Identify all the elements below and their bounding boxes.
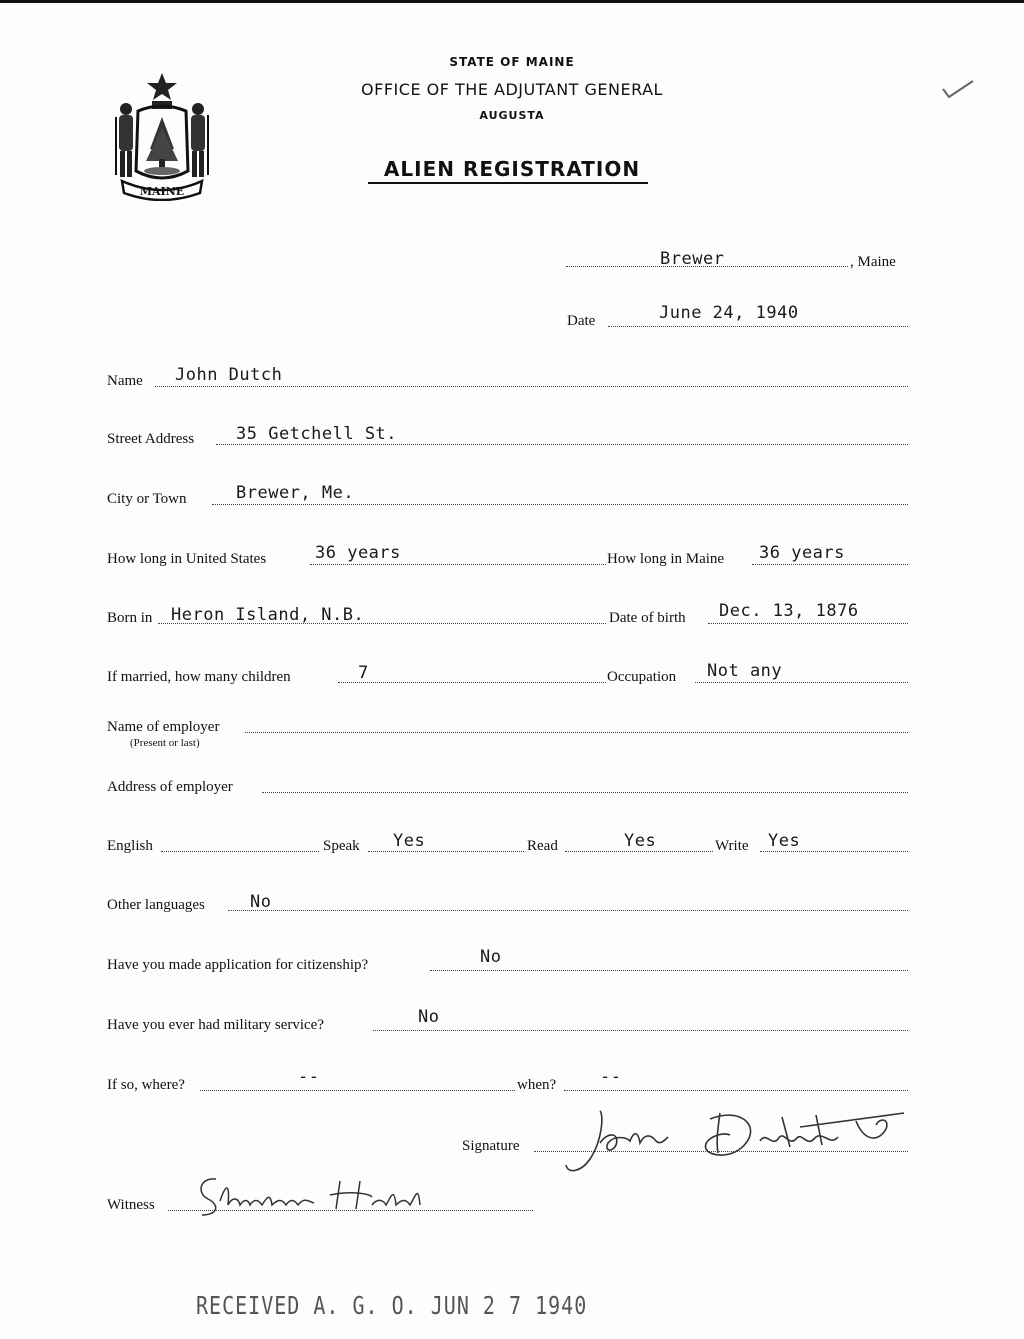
street-line <box>216 444 908 445</box>
born-in-value: Heron Island, N.B. <box>171 605 365 625</box>
where-label: If so, where? <box>107 1077 185 1093</box>
received-stamp: RECEIVED A. G. O. JUN 2 7 1940 <box>196 1290 588 1320</box>
dob-label: Date of birth <box>609 610 686 626</box>
write-value: Yes <box>768 831 801 851</box>
street-value: 35 Getchell St. <box>236 424 398 444</box>
english-label: English <box>107 838 153 854</box>
employer-label: Name of employer <box>107 719 220 735</box>
military-value: No <box>418 1007 440 1027</box>
other-languages-label: Other languages <box>107 897 205 913</box>
speak-line <box>368 851 524 852</box>
military-line <box>373 1030 908 1031</box>
dob-line <box>708 623 908 624</box>
when-value: -- <box>600 1067 622 1087</box>
when-line <box>564 1090 908 1091</box>
children-line <box>338 682 606 683</box>
citizenship-label: Have you made application for citizenship? <box>107 957 369 973</box>
occupation-label: Occupation <box>607 669 677 685</box>
name-label: Name <box>107 373 143 389</box>
date-label: Date <box>567 313 596 329</box>
read-value: Yes <box>624 831 657 851</box>
signature-label: Signature <box>462 1138 520 1154</box>
employer-sublabel: (Present or last) <box>130 737 200 749</box>
signature-handwriting <box>560 1101 910 1181</box>
name-line <box>155 386 908 387</box>
where-value: -- <box>298 1067 320 1087</box>
maine-duration-value: 36 years <box>759 543 845 563</box>
maine-duration-line <box>752 564 908 565</box>
where-line <box>200 1090 515 1091</box>
read-label: Read <box>527 838 558 854</box>
write-line <box>760 851 908 852</box>
town-value: Brewer <box>660 249 725 269</box>
title-underline <box>368 182 648 184</box>
svg-text:MAINE: MAINE <box>139 185 185 198</box>
read-line <box>565 851 713 852</box>
state-heading: STATE OF MAINE <box>449 55 575 69</box>
employer-line <box>245 732 908 733</box>
other-languages-value: No <box>250 892 272 912</box>
write-label: Write <box>715 838 749 854</box>
us-duration-value: 36 years <box>315 543 401 563</box>
name-value: John Dutch <box>175 365 283 385</box>
occupation-value: Not any <box>707 661 783 681</box>
english-line <box>161 851 319 852</box>
maine-duration-label: How long in Maine <box>607 551 725 567</box>
other-languages-line <box>228 910 908 911</box>
office-heading: OFFICE OF THE ADJUTANT GENERAL <box>361 80 663 99</box>
when-label: when? <box>517 1077 557 1093</box>
city-label: City or Town <box>107 491 187 507</box>
us-duration-label: How long in United States <box>107 551 267 567</box>
form-title: ALIEN REGISTRATION <box>383 157 641 181</box>
employer-address-label: Address of employer <box>107 779 233 795</box>
street-label: Street Address <box>107 431 195 447</box>
witness-label: Witness <box>107 1197 155 1213</box>
occupation-line <box>695 682 908 683</box>
dob-value: Dec. 13, 1876 <box>719 601 859 621</box>
children-value: 7 <box>358 663 369 683</box>
speak-value: Yes <box>393 831 426 851</box>
witness-handwriting <box>190 1171 430 1219</box>
speak-label: Speak <box>323 838 360 854</box>
date-value: June 24, 1940 <box>659 303 799 323</box>
military-label: Have you ever had military service? <box>107 1017 324 1033</box>
children-label: If married, how many children <box>107 669 291 685</box>
city-heading: AUGUSTA <box>479 109 545 122</box>
city-line <box>212 504 908 505</box>
citizenship-line <box>430 970 908 971</box>
city-value: Brewer, Me. <box>236 483 355 503</box>
employer-address-line <box>262 792 908 793</box>
date-line <box>608 326 908 327</box>
born-in-label: Born in <box>107 610 153 626</box>
us-duration-line <box>310 564 606 565</box>
maine-label: , Maine <box>850 254 896 270</box>
checkmark-icon <box>940 77 976 101</box>
citizenship-value: No <box>480 947 502 967</box>
